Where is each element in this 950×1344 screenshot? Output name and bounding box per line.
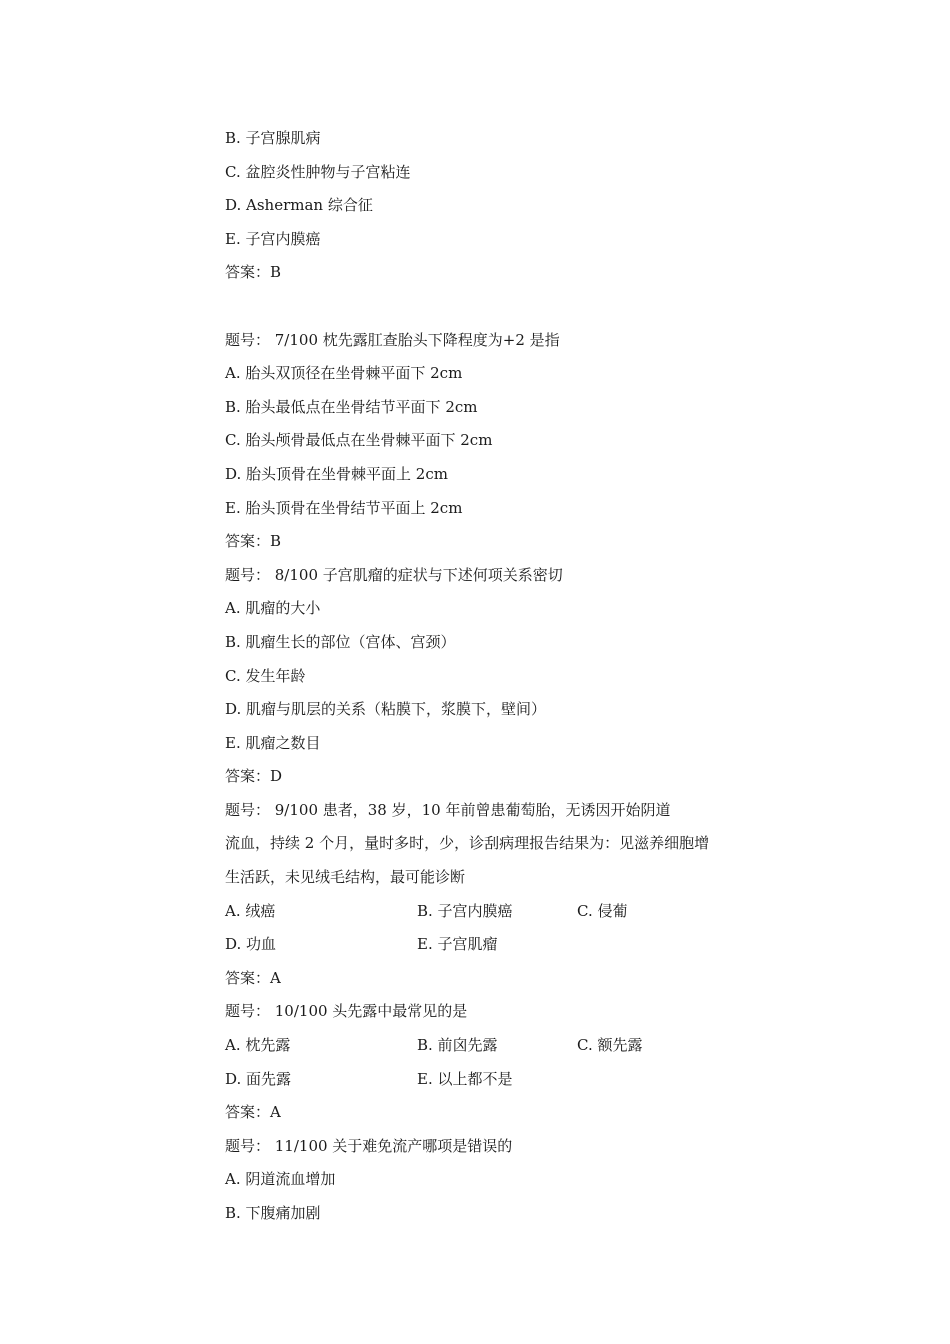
option-line: C. 发生年龄	[225, 666, 306, 685]
spacer	[225, 290, 785, 324]
option-d: D. 功血	[225, 935, 277, 954]
option-row	[225, 928, 785, 962]
option-row	[225, 1063, 785, 1097]
option-line: D. 肌瘤与肌层的关系（粘膜下，浆膜下，壁间）	[225, 700, 547, 719]
question-header: 题号： 8/100 子宫肌瘤的症状与下述何项关系密切	[225, 565, 563, 584]
option-line: A. 胎头双顶径在坐骨棘平面下 2cm	[225, 364, 463, 383]
option-line: A. 肌瘤的大小	[225, 599, 321, 618]
question-text: 流血，持续 2 个月，量时多时，少，诊刮病理报告结果为：见滋养细胞增	[225, 834, 710, 853]
option-e: E. 子宫肌瘤	[417, 935, 498, 954]
option-line: B. 胎头最低点在坐骨结节平面下 2cm	[225, 397, 478, 416]
option-a: A. 绒癌	[225, 901, 276, 920]
answer-line: 答案：D	[225, 767, 283, 786]
question-header: 题号： 11/100 关于难免流产哪项是错误的	[225, 1136, 513, 1155]
option-line: E. 肌瘤之数目	[225, 733, 321, 752]
option-line: D. 胎头顶骨在坐骨棘平面上 2cm	[225, 464, 448, 483]
answer-line: 答案：B	[225, 532, 282, 551]
option-line: A. 阴道流血增加	[225, 1170, 336, 1189]
document-page	[225, 122, 785, 1231]
option-line: C. 盆腔炎性肿物与子宫粘连	[225, 162, 411, 181]
option-a: A. 枕先露	[225, 1036, 291, 1055]
answer-line: 答案：A	[225, 968, 281, 987]
option-line: B. 肌瘤生长的部位（宫体、宫颈）	[225, 632, 456, 651]
option-row	[225, 1029, 785, 1063]
option-line: B. 子宫腺肌病	[225, 129, 321, 147]
option-line: C. 胎头颅骨最低点在坐骨棘平面下 2cm	[225, 431, 493, 450]
option-line: E. 胎头顶骨在坐骨结节平面上 2cm	[225, 498, 463, 517]
question-header: 题号： 10/100 头先露中最常见的是	[225, 1002, 468, 1021]
question-header: 题号： 9/100 患者，38 岁，10 年前曾患葡萄胎，无诱因开始阴道	[225, 800, 671, 819]
option-b: B. 前囟先露	[417, 1036, 498, 1055]
option-line: E. 子宫内膜癌	[225, 229, 321, 248]
option-c: C. 额先露	[577, 1036, 643, 1055]
answer-line: 答案：B	[225, 263, 282, 282]
option-c: C. 侵葡	[577, 901, 628, 920]
option-line: D. Asherman 综合征	[225, 196, 373, 215]
option-e: E. 以上都不是	[417, 1069, 513, 1088]
option-b: B. 子宫内膜癌	[417, 901, 513, 920]
answer-line: 答案：A	[225, 1103, 281, 1122]
question-text: 生活跃，未见绒毛结构，最可能诊断	[225, 868, 466, 887]
option-row	[225, 895, 785, 929]
question-header: 题号： 7/100 枕先露肛查胎头下降程度为+2 是指	[225, 330, 560, 349]
option-d: D. 面先露	[225, 1069, 292, 1088]
option-line: B. 下腹痛加剧	[225, 1204, 321, 1222]
